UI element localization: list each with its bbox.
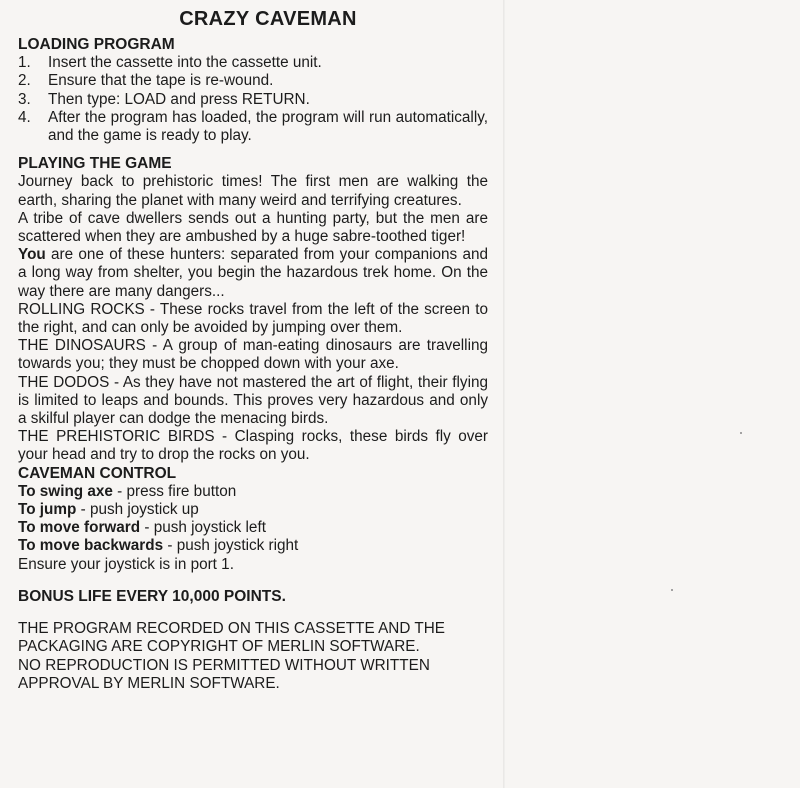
copyright-line: THE PROGRAM RECORDED ON THIS CASSETTE AND THE <box>18 620 445 638</box>
control-desc: press fire button <box>126 482 237 500</box>
instructions-text <box>18 6 488 693</box>
control-desc: push joystick left <box>153 519 266 537</box>
list-item <box>18 54 488 72</box>
copyright-line: PACKAGING ARE COPYRIGHT OF MERLIN SOFTWARE. <box>18 638 420 656</box>
list-item <box>18 91 488 109</box>
bonus-line: BONUS LIFE EVERY 10,000 POINTS. <box>18 587 286 605</box>
control-desc: push joystick right <box>176 537 299 555</box>
control-desc: push joystick up <box>89 501 199 519</box>
control-item <box>18 501 488 519</box>
control-heading: CAVEMAN CONTROL <box>18 464 177 482</box>
step-number: 2. <box>18 72 31 90</box>
step-number: 1. <box>18 54 31 72</box>
joystick-note: Ensure your joystick is in port 1. <box>18 555 234 573</box>
step-text: After the program has loaded, the program will run automatically, and the game is ready to play. <box>48 108 488 145</box>
control-item <box>18 519 488 537</box>
dinosaurs-paragraph: THE DINOSAURS - A group of man-eating dinosaurs are travelling towards you; they must be chopped down with your axe. <box>18 337 488 373</box>
copyright-line: NO REPRODUCTION IS PERMITTED WITHOUT WRITTEN <box>18 656 430 674</box>
loading-heading: LOADING PROGRAM <box>18 36 175 53</box>
copyright-notice <box>18 620 488 693</box>
control-item <box>18 483 488 501</box>
control-item <box>18 537 488 555</box>
list-item <box>18 109 488 145</box>
control-action: To move backwards <box>18 537 164 555</box>
control-action: To jump <box>18 501 77 519</box>
paper-fold-line <box>503 0 505 788</box>
story-paragraph: A tribe of cave dwellers sends out a hunting party, but the men are scattered when they are ambushed by a huge sabre-toothed tiger! <box>18 209 488 246</box>
paper-speck <box>671 589 673 591</box>
control-separator: - <box>76 501 90 519</box>
control-action: To move forward <box>18 519 141 537</box>
list-item <box>18 72 488 90</box>
page-title: CRAZY CAVEMAN <box>179 8 357 30</box>
you-emphasis: You <box>18 246 46 264</box>
control-separator: - <box>140 519 154 537</box>
step-text: Insert the cassette into the cassette unit. <box>48 54 322 72</box>
control-separator: - <box>112 482 127 500</box>
step-number: 4. <box>18 108 31 126</box>
step-number: 3. <box>18 90 31 108</box>
birds-paragraph: THE PREHISTORIC BIRDS - Clasping rocks, these birds fly over your head and try to drop the rocks on you. <box>18 428 488 464</box>
playing-heading: PLAYING THE GAME <box>18 155 172 173</box>
paper-speck <box>740 432 742 434</box>
rolling-rocks-paragraph: ROLLING ROCKS - These rocks travel from the left of the screen to the right, and can only be avoided by jumping over them. <box>18 300 488 337</box>
control-action: To swing axe <box>18 482 113 500</box>
hunter-paragraph-text: are one of these hunters: separated from your companions and a long way from shelter, you begin the hazardous trek home. On the way there are many dangers... <box>18 246 488 300</box>
hunter-paragraph <box>18 246 488 301</box>
intro-paragraph: Journey back to prehistoric times! The first men are walking the earth, sharing the planet with many weird and terrifying creatures. <box>18 173 488 209</box>
copyright-line: APPROVAL BY MERLIN SOFTWARE. <box>18 674 280 692</box>
step-text: Ensure that the tape is re-wound. <box>48 72 274 90</box>
loading-steps-list <box>18 54 488 145</box>
dodos-paragraph: THE DODOS - As they have not mastered the art of flight, their flying is limited to leaps and bounds. This proves very hazardous and only a skilful player can dodge the menacing birds. <box>18 373 488 428</box>
step-text: Then type: LOAD and press RETURN. <box>48 90 310 108</box>
control-separator: - <box>163 537 177 555</box>
